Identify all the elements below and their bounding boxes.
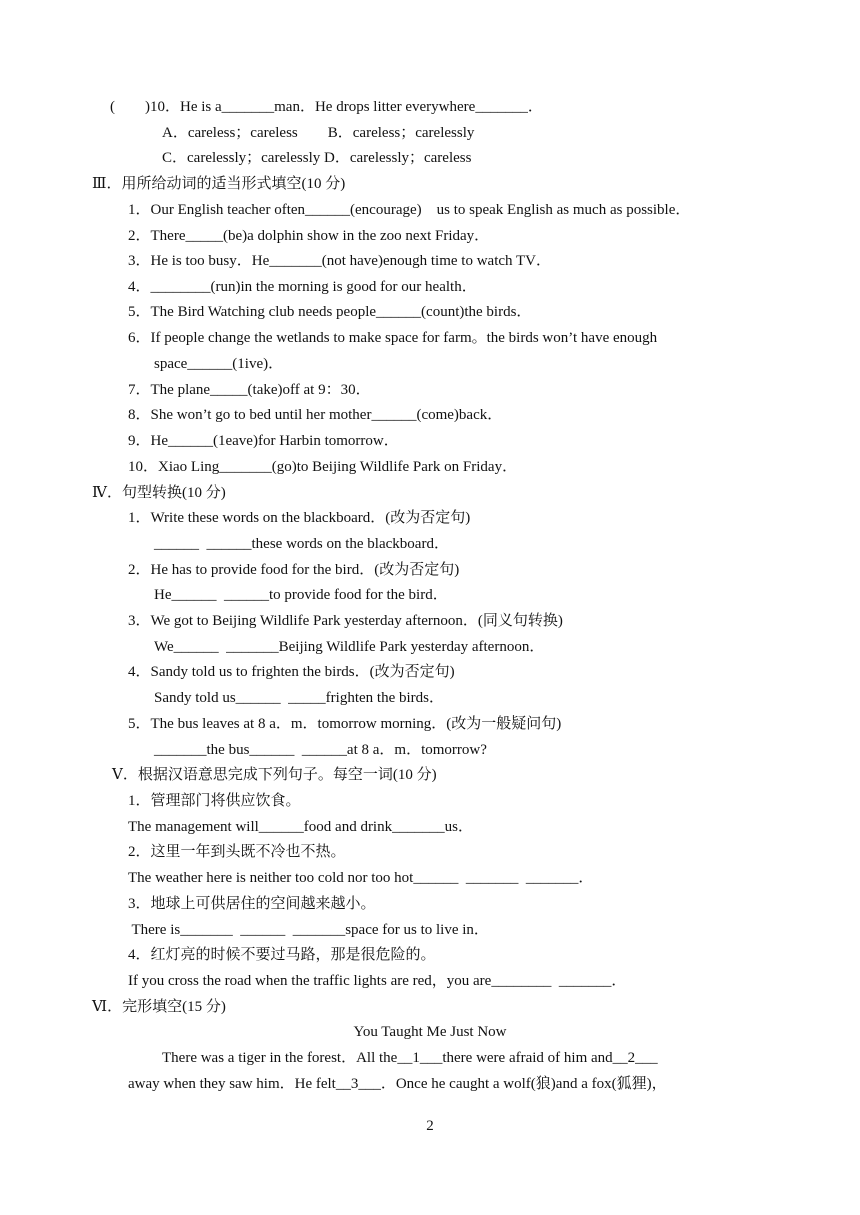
text-line: Ⅲ．用所给动词的适当形式填空(10 分) (92, 176, 346, 192)
text-line: 3．地球上可供居住的空间越来越小。 (128, 896, 376, 912)
text-line: You Taught Me Just Now (353, 1024, 507, 1040)
text-line: 9．He______(1eave)for Harbin tomorrow． (128, 433, 399, 449)
text-line: 4．Sandy told us to frighten the birds．(改为否定句) (128, 664, 455, 680)
text-line: Sandy told us______ _____frighten the birds． (154, 690, 444, 706)
text-line: 2．这里一年到头既不冷也不热。 (128, 844, 346, 860)
text-line: Ⅴ．根据汉语意思完成下列句子。每空一词(10 分) (112, 767, 437, 783)
text-line: A．careless；careless B．careless；carelessly (162, 125, 475, 141)
text-line: 7．The plane_____(take)off at 9：30． (128, 382, 371, 398)
text-line: 3．He is too busy．He_______(not have)enough time to watch TV． (128, 253, 551, 269)
text-line: If you cross the road when the traffic lights are red，you are________ _______． (128, 973, 627, 989)
text-line: ( )10．He is a_______man．He drops litter everywhere_______． (110, 99, 543, 115)
text-line: We______ _______Beijing Wildlife Park yesterday afternoon． (154, 639, 545, 655)
text-line: 1．Write these words on the blackboard．(改为否定句) (128, 510, 471, 526)
text-line: 4．红灯亮的时候不要过马路，那是很危险的。 (128, 947, 436, 963)
text-line: 2．There_____(be)a dolphin show in the zoo next Friday． (128, 228, 490, 244)
text-line: The weather here is neither too cold nor too hot______ _______ _______． (128, 870, 594, 886)
text-line: Ⅵ．完形填空(15 分) (92, 999, 226, 1015)
text-line: space______(1ive)． (154, 356, 284, 372)
text-line: 10．Xiao Ling_______(go)to Beijing Wildlife Park on Friday． (128, 459, 518, 475)
text-line: C．carelessly；carelessly D．carelessly；careless (162, 150, 472, 166)
text-line: ______ ______these words on the blackboard． (154, 536, 449, 552)
text-line: 5．The Bird Watching club needs people______(count)the birds． (128, 304, 532, 320)
text-line: The management will______food and drink_______us． (128, 819, 473, 835)
text-line: _______the bus______ ______at 8 a．m．tomorrow? (154, 742, 487, 758)
text-line: 5．The bus leaves at 8 a．m．tomorrow morning．(改为一般疑问句) (128, 716, 562, 732)
text-line: 2．He has to provide food for the bird．(改为否定句) (128, 562, 460, 578)
page-number: 2 (426, 1118, 434, 1134)
text-line: Ⅳ．句型转换(10 分) (92, 485, 226, 501)
text-line: 1．Our English teacher often______(encourage) us to speak English as much as possible． (128, 202, 691, 218)
text-line: There is_______ ______ _______space for us to live in． (128, 922, 489, 938)
text-line: away when they saw him．He felt__3___．Once he caught a wolf(狼)and a fox(狐狸)， (128, 1076, 667, 1092)
text-line: He______ ______to provide food for the bird． (154, 587, 448, 603)
text-line: 8．She won’t go to bed until her mother______(come)back． (128, 407, 503, 423)
text-line: 4．________(run)in the morning is good for our health． (128, 279, 477, 295)
text-line: There was a tiger in the forest．All the__1___there were afraid of him and__2___ (162, 1050, 658, 1066)
text-line: 6．If people change the wetlands to make space for farm。the birds won’t have enough (128, 330, 658, 346)
text-line: 3．We got to Beijing Wildlife Park yesterday afternoon．(同义句转换) (128, 613, 563, 629)
text-line: 1．管理部门将供应饮食。 (128, 793, 301, 809)
